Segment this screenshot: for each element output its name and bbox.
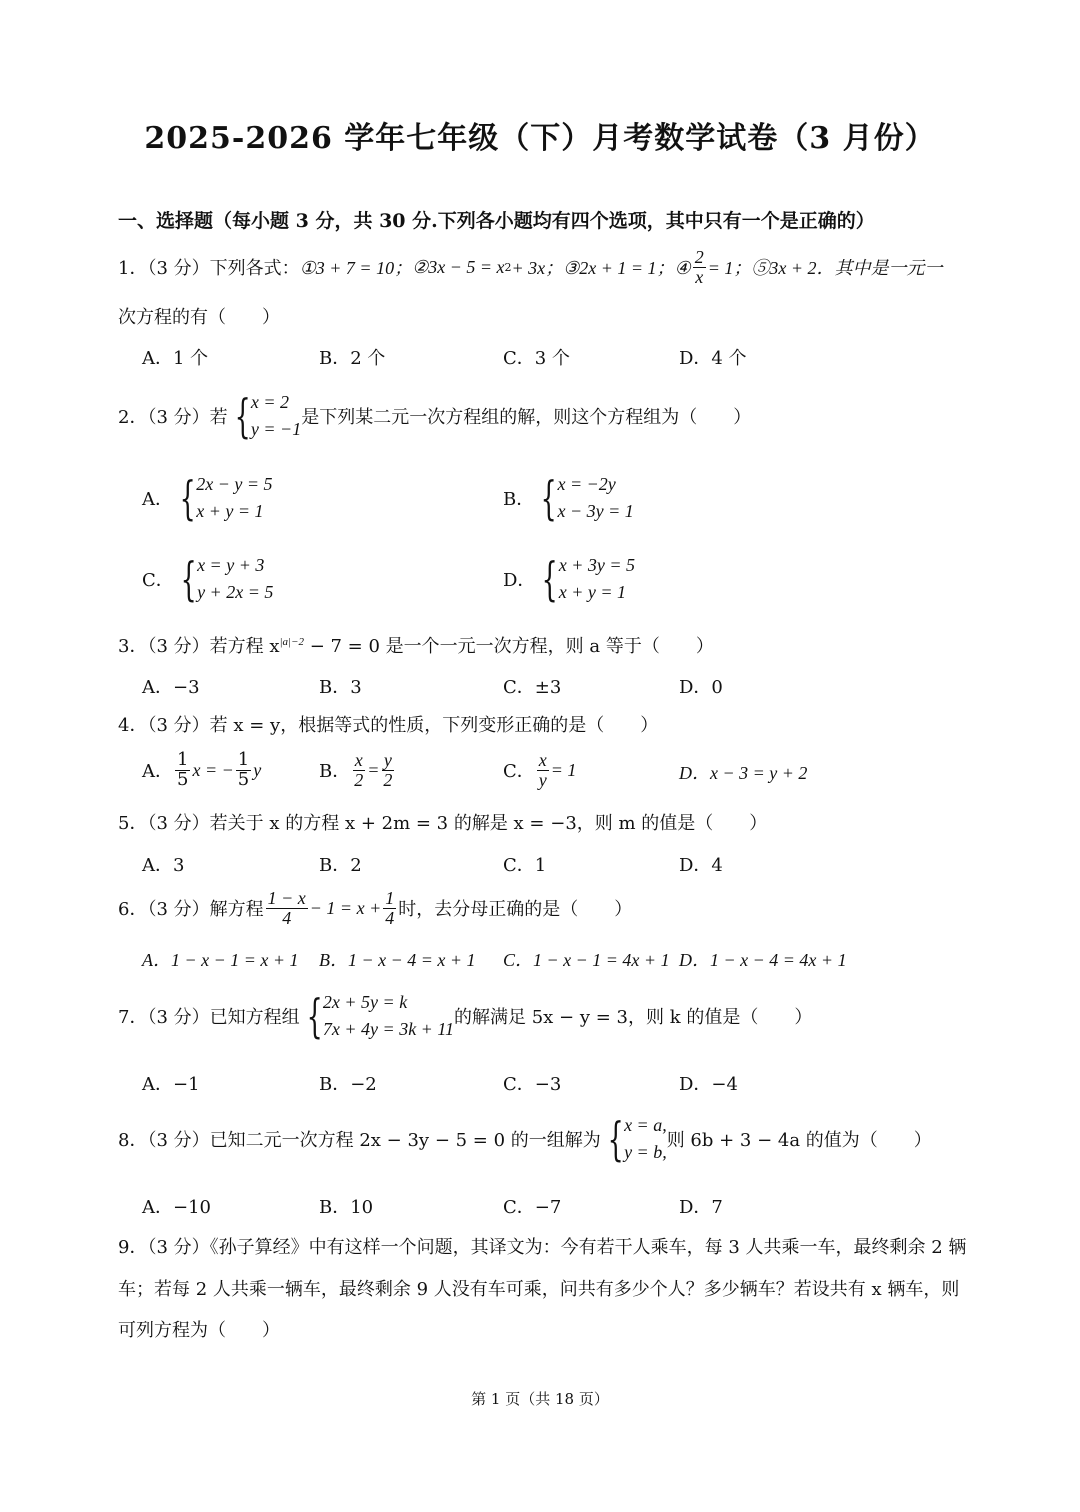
question-9-line2: 车；若每 2 人共乘一辆车，最终剩余 9 人没有车可乘，问共有多少个人？多少辆车？若设共有 x 辆车，则 [118,1279,960,1300]
q6-mid: − 1 = x + [309,897,382,918]
q6-suffix: 时，去分母正确的是（ ） [398,899,633,920]
q2-suffix: 是下列某二元一次方程组的解，则这个方程组为（ ） [301,407,752,428]
q4-a-end: y [253,759,262,780]
q1-frac-num: 2 [694,246,704,267]
q2-b-label: B． [503,489,535,510]
q4-a-d1: 5 [177,768,189,790]
q4-c-n: x [538,749,547,770]
q8-option-d[interactable]: D．7 [679,1197,723,1218]
question-3 [118,632,714,658]
q1-option-a[interactable]: A．1 个 [142,348,209,369]
q2-c-line1: x = y + 3 [197,555,265,575]
q7-option-d[interactable]: D．−4 [679,1074,738,1095]
q7-sys-line1: 2x + 5y = k [322,992,408,1012]
q2-c-label: C． [142,570,174,591]
q4-a-frac2 [236,748,251,790]
page-title: 2025-2026 学年七年级（下）月考数学试卷（3 月份） [144,121,936,156]
q7-system: { 2x + 5y = k 7x + 4y = 3k + 11 [306,989,454,1043]
q1-option-c[interactable]: C．3 个 [503,348,570,369]
q3-prefix: 3．（3 分）若方程 x [118,636,280,657]
q4-a-n1: 1 [177,748,189,770]
q5-option-d[interactable]: D．4 [679,855,723,876]
q1-c2-exp: 2 [504,260,512,274]
q4-c-label: C． [503,761,535,782]
q4-b-d2: 2 [383,769,393,790]
q1-c4-rest: = 1；⑤3x + 2．其中是一元一 [707,258,943,278]
q2-sys-line1: x = 2 [250,392,290,412]
q7-prefix: 7．（3 分）已知方程组 [118,1007,300,1028]
page-footer: 第 1 页（共 18 页） [471,1390,609,1408]
q6-option-a[interactable]: A．1 − x − 1 = x + 1 [142,950,299,970]
section-heading: 一、选择题（每小题 3 分，共 30 分.下列各小题均有四个选项，其中只有一个是正确的） [118,210,875,232]
q5-option-a[interactable]: A．3 [142,855,185,876]
q5-option-b[interactable]: B．2 [319,855,362,876]
q1-prefix: 1．（3 分）下列各式： [118,258,300,279]
q4-c-frac [537,751,549,790]
q1-option-d[interactable]: D．4 个 [679,348,747,369]
q3-option-b[interactable]: B．3 [319,677,362,698]
q4-b-n2: y [383,749,392,770]
q7-option-a[interactable]: A．−1 [142,1074,200,1095]
q2-d-line2: x + y = 1 [558,582,626,602]
q2-a-label: A． [142,489,173,510]
q3-option-a[interactable]: A．−3 [142,677,200,698]
q2-sys-line2: y = −1 [250,419,302,439]
q6-n2: 1 [385,887,395,908]
q2-d-label: D． [503,570,536,591]
q6-option-b[interactable]: B．1 − x − 4 = x + 1 [319,950,476,970]
q8-sys-line1: x = a, [624,1115,667,1135]
q4-a-label: A． [142,761,173,782]
q1-option-b[interactable]: B．2 个 [319,348,386,369]
question-1-line2: 次方程的有（ ） [118,307,280,328]
q7-suffix: 的解满足 5x − y = 3，则 k 的值是（ ） [454,1007,813,1028]
q6-option-d[interactable]: D．1 − x − 4 = 4x + 1 [679,950,847,970]
q3-suffix: − 7 = 0 是一个一元一次方程，则 a 等于（ ） [303,636,714,657]
q2-b-line2: x − 3y = 1 [557,501,634,521]
q1-c3: ③2x + 1 = 1；④ [563,258,691,278]
q2-option-b[interactable] [503,470,634,526]
q2-c-system: { x = y + 3 y + 2x = 5 [180,552,274,606]
q8-option-b[interactable]: B．10 [319,1197,374,1218]
q1-c2a: ②3x − 5 = x [412,256,505,277]
q6-n1: 1 − x [267,887,306,908]
q4-option-a[interactable] [142,745,261,795]
q6-option-c[interactable]: C．1 − x − 1 = 4x + 1 [503,950,670,970]
q2-b-line1: x = −2y [557,474,616,494]
q8-option-a[interactable]: A．−10 [142,1197,211,1218]
question-8 [118,1111,932,1167]
q2-a-line2: x + y = 1 [196,501,264,521]
q4-a-n2: 1 [237,748,250,770]
q1-c2b: + 3x； [511,258,564,278]
q4-c-d: y [538,769,547,790]
q8-prefix: 8．（3 分）已知二元一次方程 2x − 3y − 5 = 0 的一组解为 [118,1130,601,1151]
q7-option-b[interactable]: B．−2 [319,1074,377,1095]
q7-option-c[interactable]: C．−3 [503,1074,562,1095]
q4-a-frac1 [175,748,190,790]
q5-option-c[interactable]: C．1 [503,855,547,876]
question-1 [118,246,943,288]
q1-c1: ①3 + 7 = 10； [299,258,413,278]
q7-sys-line2: 7x + 4y = 3k + 11 [322,1019,454,1039]
q4-b-label: B． [319,761,351,782]
q6-d1: 4 [282,907,292,928]
q2-option-c[interactable] [142,551,273,607]
q3-option-c[interactable]: C．±3 [503,677,562,698]
question-5: 5．（3 分）若关于 x 的方程 x + 2m = 3 的解是 x = −3，则 m 的值是（ ） [118,813,768,834]
q2-system: { x = 2 y = −1 [234,389,302,443]
question-4: 4．（3 分）若 x = y，根据等式的性质，下列变形正确的是（ ） [118,715,659,736]
q2-d-line1: x + 3y = 5 [558,555,635,575]
question-9-line3: 可列方程为（ ） [118,1320,280,1341]
q6-frac2 [383,889,396,928]
q2-c-line2: y + 2x = 5 [197,582,274,602]
q1-fraction [693,248,706,287]
q8-option-c[interactable]: C．−7 [503,1197,562,1218]
q4-option-b[interactable] [319,745,396,795]
question-7 [118,988,812,1044]
q4-a-mid: x = − [192,759,234,780]
q4-b-d1: 2 [354,769,364,790]
q3-option-d[interactable]: D．0 [679,677,723,698]
q4-b-frac1 [352,751,365,790]
q2-prefix: 2．（3 分）若 [118,407,228,428]
q4-c-end: = 1 [550,759,577,780]
q3-exponent: |a|−2 [279,636,304,648]
q4-a-d2: 5 [237,768,250,790]
question-9-line1: 9．（3 分）《孙子算经》中有这样一个问题，其译文为：今有若干人乘车，每 3 人共乘一车，最终剩余 2 辆 [118,1237,967,1258]
q2-option-d[interactable] [503,551,635,607]
q8-suffix: 则 6b + 3 − 4a 的值为（ ） [666,1130,932,1151]
q2-option-a[interactable] [142,470,273,526]
q2-a-system: { 2x − y = 5 x + y = 1 [179,471,273,525]
q2-d-system: { x + 3y = 5 x + y = 1 [542,552,635,606]
q2-a-line1: 2x − y = 5 [196,474,273,494]
q4-b-n1: x [354,749,363,770]
q4-b-frac2 [381,751,394,790]
q4-b-mid: = [367,759,380,780]
q1-frac-den: x [695,266,704,287]
q4-option-d[interactable]: D．x − 3 = y + 2 [679,763,808,783]
q4-option-c[interactable] [503,745,576,795]
question-6 [118,883,632,933]
question-2 [118,389,751,443]
q8-sys-line2: y = b, [624,1142,667,1162]
q6-d2: 4 [385,907,395,928]
q6-prefix: 6．（3 分）解方程 [118,899,264,920]
q8-system: { x = a, y = b, [607,1112,667,1166]
q2-b-system: { x = −2y x − 3y = 1 [540,471,634,525]
q6-frac1 [266,889,308,928]
